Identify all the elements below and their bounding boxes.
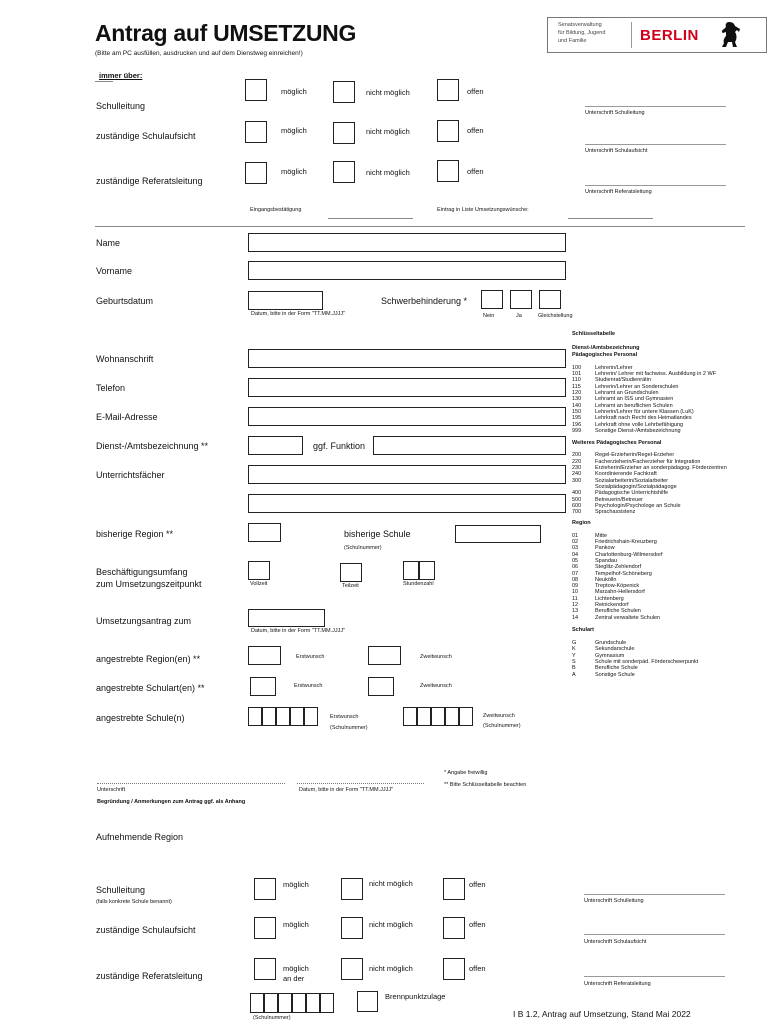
schule-field[interactable] bbox=[455, 525, 541, 543]
key-description: Berufliche Schulen bbox=[595, 608, 641, 615]
region-field[interactable] bbox=[248, 523, 281, 542]
checkbox-nicht-moeglich[interactable] bbox=[341, 917, 363, 939]
key-table-section: Weiteres Pädagogisches Personal bbox=[572, 440, 662, 447]
via-row-label: zuständige Referatsleitung bbox=[96, 176, 203, 186]
key-code: 120 bbox=[572, 390, 582, 397]
schulnummer-hint: (Schulnummer) bbox=[330, 725, 368, 731]
key-code: 101 bbox=[572, 371, 582, 378]
key-code: 200 bbox=[572, 452, 582, 459]
option-label: möglich bbox=[281, 126, 307, 135]
key-code: 140 bbox=[572, 402, 582, 409]
key-description: Facherzieherin/Facherzieher für Integration bbox=[595, 458, 701, 465]
email-field[interactable] bbox=[248, 407, 566, 426]
key-description: Grundschule bbox=[595, 640, 627, 647]
field-label: Beschäftigungsumfang zum Umsetzungszeitpunkt bbox=[96, 567, 202, 589]
via-underline bbox=[95, 81, 113, 82]
checkbox-moeglich[interactable] bbox=[245, 162, 267, 184]
aufnehmend-label: Aufnehmende Region bbox=[96, 832, 184, 842]
key-description: Lehrerin/Lehrer bbox=[595, 364, 633, 371]
key-code: 09 bbox=[572, 583, 579, 590]
schulnummer-digit[interactable] bbox=[320, 993, 334, 1013]
key-code: 150 bbox=[572, 408, 582, 415]
key-code: 14 bbox=[572, 614, 579, 621]
date-hint: Datum, bitte in der Form "TT.MM.JJJJ" bbox=[251, 628, 346, 634]
key-description: Lehrerin/Lehrer an Sonderschulen bbox=[595, 383, 679, 390]
key-code: 600 bbox=[572, 502, 582, 509]
key-description: Marzahn-Hellersdorf bbox=[595, 589, 645, 596]
checkbox-gleichstellung[interactable] bbox=[539, 290, 561, 309]
key-description: Lichtenberg bbox=[595, 595, 624, 602]
key-code: 195 bbox=[572, 415, 582, 422]
checkbox-moeglich[interactable] bbox=[254, 958, 276, 980]
faecher-field-1[interactable] bbox=[248, 465, 566, 484]
key-description: Lehrkraft nach Recht des Heimatlandes bbox=[595, 415, 692, 422]
checkbox-ja[interactable] bbox=[510, 290, 532, 309]
schulnummer-digit[interactable] bbox=[292, 993, 306, 1013]
option-label: möglich an der bbox=[283, 964, 309, 983]
option-label: offen bbox=[469, 920, 486, 929]
field-label: Geburtsdatum bbox=[96, 296, 154, 306]
eingang-line[interactable] bbox=[328, 218, 413, 219]
option-label: offen bbox=[467, 87, 484, 96]
field-label: Umsetzungsantrag zum bbox=[96, 616, 192, 626]
funktion-field[interactable] bbox=[373, 436, 566, 455]
checkbox-teilzeit[interactable] bbox=[340, 563, 362, 582]
field-label: Schwerbehinderung * bbox=[381, 296, 468, 306]
eintrag-line[interactable] bbox=[568, 218, 653, 219]
option-label: nicht möglich bbox=[369, 964, 413, 973]
key-description: Regel-Erzieherin/Regel-Erzieher bbox=[595, 452, 675, 459]
schulnummer-hint: (Schulnummer) bbox=[253, 1015, 291, 1021]
date-line[interactable] bbox=[297, 783, 424, 784]
option-label: nicht möglich bbox=[366, 127, 410, 136]
key-description: Sonstige Schule bbox=[595, 671, 635, 678]
field-label: angestrebte Region(en) ** bbox=[96, 654, 201, 664]
key-table-rows bbox=[572, 452, 768, 515]
lower-row-label: zuständige Referatsleitung bbox=[96, 971, 203, 981]
logo-text: Senatsverwaltung für Bildung, Jugend und Familie bbox=[558, 22, 606, 44]
option-label: möglich bbox=[281, 167, 307, 176]
schule-erst-digit[interactable] bbox=[290, 707, 304, 726]
key-code: 02 bbox=[572, 539, 579, 546]
checkbox-nicht-moeglich[interactable] bbox=[341, 958, 363, 980]
lower-row-sub: (falls konkrete Schule benannt) bbox=[96, 899, 172, 905]
key-description: Berufliche Schule bbox=[595, 665, 638, 672]
option-label: Brennpunktzulage bbox=[385, 992, 446, 1001]
lower-row-label: Schulleitung bbox=[96, 885, 146, 895]
checkbox-nein[interactable] bbox=[481, 290, 503, 309]
schule-zweit-digit[interactable] bbox=[417, 707, 431, 726]
checkbox-offen[interactable] bbox=[443, 958, 465, 980]
checkbox-vollzeit[interactable] bbox=[248, 561, 270, 580]
schule-erst-digit[interactable] bbox=[248, 707, 262, 726]
key-description: Sekundarschule bbox=[595, 646, 635, 653]
key-description: Sonstige Dienst-/Amtsbezeichnung bbox=[595, 427, 681, 434]
key-description: Sprachassistenz bbox=[595, 509, 636, 516]
signature-line[interactable] bbox=[97, 783, 285, 784]
key-code: 196 bbox=[572, 421, 582, 428]
key-description: Lehramt an Grundschulen bbox=[595, 390, 659, 397]
checkbox-offen[interactable] bbox=[437, 160, 459, 182]
geburtsdatum-field[interactable] bbox=[248, 291, 323, 310]
region-erstwunsch-field[interactable] bbox=[248, 646, 281, 665]
option-label: nicht möglich bbox=[369, 879, 413, 888]
field-label: Telefon bbox=[96, 383, 126, 393]
key-table-row bbox=[572, 428, 768, 434]
field-label: Name bbox=[96, 238, 121, 248]
schule-erst-digit[interactable] bbox=[276, 707, 290, 726]
key-code: 06 bbox=[572, 564, 579, 571]
key-description: Lehrerin/Lehrer für untere Klassen (LuK) bbox=[595, 408, 694, 415]
key-description: Sozialpädagogin/Sozialpädagoge bbox=[595, 483, 677, 490]
key-description: Gymnasium bbox=[595, 652, 625, 659]
footnote: * Angabe freiwillig bbox=[444, 770, 488, 776]
via-row-label: zuständige Schulaufsicht bbox=[96, 131, 196, 141]
checkbox-offen[interactable] bbox=[443, 917, 465, 939]
logo-city: BERLIN bbox=[640, 27, 699, 44]
schulart-zweitwunsch-field[interactable] bbox=[368, 677, 394, 696]
schulnummer-digit[interactable] bbox=[306, 993, 320, 1013]
schule-zweit-digit[interactable] bbox=[431, 707, 445, 726]
schule-zweit-digit[interactable] bbox=[403, 707, 417, 726]
signature-line[interactable] bbox=[584, 934, 725, 935]
option-label: Erstwunsch bbox=[330, 714, 359, 720]
key-code: 07 bbox=[572, 570, 579, 577]
key-table-section: Pädagogisches Personal bbox=[572, 351, 638, 358]
key-code: 700 bbox=[572, 509, 582, 516]
key-description: Friedrichshain-Kreuzberg bbox=[595, 539, 657, 546]
field-label: E-Mail-Adresse bbox=[96, 412, 158, 422]
option-label: möglich bbox=[283, 880, 309, 889]
logo-divider bbox=[631, 22, 632, 48]
schulart-erstwunsch-field[interactable] bbox=[250, 677, 276, 696]
schulnummer-digit[interactable] bbox=[278, 993, 292, 1013]
key-description: Lehramt an beruflichen Schulen bbox=[595, 402, 673, 409]
checkbox-offen[interactable] bbox=[443, 878, 465, 900]
schule-zweit-digit[interactable] bbox=[459, 707, 473, 726]
checkbox-offen[interactable] bbox=[437, 120, 459, 142]
key-table-section: Schulart bbox=[572, 626, 595, 633]
field-label: Vorname bbox=[96, 266, 133, 276]
option-label: möglich bbox=[281, 87, 307, 96]
key-table-rows bbox=[572, 533, 768, 621]
checkbox-nicht-moeglich[interactable] bbox=[333, 161, 355, 183]
bear-icon bbox=[720, 20, 742, 50]
field-label: angestrebte Schulart(en) ** bbox=[96, 683, 205, 693]
key-code: 03 bbox=[572, 545, 579, 552]
checkbox-offen[interactable] bbox=[437, 79, 459, 101]
signature-line[interactable] bbox=[584, 976, 725, 977]
key-code: 230 bbox=[572, 465, 582, 472]
via-label: immer über: bbox=[99, 71, 143, 80]
key-description: Charlottenburg-Wilmersdorf bbox=[595, 551, 663, 558]
option-label: offen bbox=[467, 126, 484, 135]
key-description: Lehramt an ISS und Gymnasien bbox=[595, 396, 674, 403]
key-description: Tempelhof-Schöneberg bbox=[595, 570, 652, 577]
option-label: Nein bbox=[483, 313, 495, 319]
name-field[interactable] bbox=[248, 233, 566, 252]
key-description: Sozialarbeiterin/Sozialarbeiter bbox=[595, 477, 669, 484]
schule-zweit-digit[interactable] bbox=[445, 707, 459, 726]
key-code: K bbox=[572, 646, 576, 653]
key-table-section: Region bbox=[572, 520, 591, 527]
schule-erst-digit[interactable] bbox=[304, 707, 318, 726]
checkbox-moeglich[interactable] bbox=[254, 878, 276, 900]
option-label: Teilzeit bbox=[342, 583, 359, 589]
option-label: Zweitwunsch bbox=[420, 654, 452, 660]
key-description: Betreuerin/Betreuer bbox=[595, 496, 643, 503]
signature-caption: Unterschrift Referatsleitung bbox=[584, 981, 651, 987]
key-code: 10 bbox=[572, 589, 579, 596]
key-table bbox=[572, 331, 768, 678]
signature-caption: Unterschrift Referatsleitung bbox=[585, 189, 652, 195]
wohnanschrift-field[interactable] bbox=[248, 349, 566, 368]
key-code: 13 bbox=[572, 608, 579, 615]
schulnummer-digit[interactable] bbox=[250, 993, 264, 1013]
key-description: Reinickendorf bbox=[595, 601, 629, 608]
via-row-label: Schulleitung bbox=[96, 101, 146, 111]
key-description: Zentral verwaltete Schulen bbox=[595, 614, 661, 621]
eingang-label: Eingangsbestätigung bbox=[250, 207, 302, 213]
option-label: möglich bbox=[283, 920, 309, 929]
key-description: Neukölln bbox=[595, 576, 617, 583]
key-code: 220 bbox=[572, 458, 582, 465]
antrag-date-field[interactable] bbox=[248, 609, 325, 627]
signature-caption: Unterschrift Schulaufsicht bbox=[585, 148, 648, 154]
key-code: 500 bbox=[572, 496, 582, 503]
option-label: offen bbox=[467, 167, 484, 176]
checkbox-nicht-moeglich[interactable] bbox=[341, 878, 363, 900]
option-label: Zweitwunsch bbox=[483, 713, 515, 719]
key-code: 999 bbox=[572, 427, 582, 434]
key-table-rows bbox=[572, 365, 768, 434]
key-code: A bbox=[572, 671, 576, 678]
signature-caption: Unterschrift Schulaufsicht bbox=[584, 939, 647, 945]
key-description: Steglitz-Zehlendorf bbox=[595, 564, 642, 571]
option-label: Ja bbox=[516, 313, 522, 319]
key-code: 11 bbox=[572, 595, 578, 602]
lower-row-label: zuständige Schulaufsicht bbox=[96, 925, 196, 935]
footnote: ** Bitte Schlüsseltabelle beachten bbox=[444, 782, 527, 788]
key-code: B bbox=[572, 665, 576, 672]
signature-line[interactable] bbox=[585, 185, 726, 186]
checkbox-moeglich[interactable] bbox=[245, 79, 267, 101]
field-label: ggf. Funktion bbox=[313, 441, 366, 451]
field-label: bisherige Schule bbox=[344, 529, 411, 539]
stundenzahl-digit-1[interactable] bbox=[403, 561, 419, 580]
eintrag-label: Eintrag in Liste Umsetzungswünsche: bbox=[437, 207, 529, 213]
key-code: 400 bbox=[572, 490, 582, 497]
option-label: nicht möglich bbox=[366, 168, 410, 177]
key-description: Lehrerin/ Lehrer mit fachwiss. Ausbildung in 2 WF bbox=[595, 371, 717, 378]
signature-caption: Unterschrift Schulleitung bbox=[585, 110, 645, 116]
signature-line[interactable] bbox=[585, 106, 726, 107]
field-label: Wohnanschrift bbox=[96, 354, 154, 364]
key-code: 04 bbox=[572, 551, 579, 558]
option-label: offen bbox=[469, 880, 486, 889]
key-code: 115 bbox=[572, 383, 581, 390]
field-label: angestrebte Schule(n) bbox=[96, 713, 185, 723]
option-label: Gleichstellung bbox=[538, 313, 573, 319]
begruendung-label: Begründung / Anmerkungen zum Antrag ggf. als Anhang bbox=[97, 799, 246, 805]
page-title: Antrag auf UMSETZUNG bbox=[95, 20, 357, 46]
signature-caption: Unterschrift Schulleitung bbox=[584, 898, 644, 904]
key-code: 240 bbox=[572, 471, 582, 478]
key-code: 300 bbox=[572, 477, 582, 484]
key-table-rows bbox=[572, 640, 768, 678]
schulnummer-hint: (Schulnummer) bbox=[483, 723, 521, 729]
schule-erst-digit[interactable] bbox=[262, 707, 276, 726]
checkbox-moeglich[interactable] bbox=[245, 121, 267, 143]
option-label: Stundenzahl bbox=[403, 581, 434, 587]
footer-text: I B 1.2, Antrag auf Umsetzung, Stand Mai 2022 bbox=[513, 1009, 691, 1019]
option-label: nicht möglich bbox=[369, 920, 413, 929]
key-description: Mitte bbox=[595, 532, 607, 539]
key-code: S bbox=[572, 659, 576, 666]
key-code: 110 bbox=[572, 377, 581, 384]
berlin-logo bbox=[547, 17, 767, 53]
checkbox-nicht-moeglich[interactable] bbox=[333, 122, 355, 144]
option-label: nicht möglich bbox=[366, 88, 410, 97]
vorname-field[interactable] bbox=[248, 261, 566, 280]
field-label: Unterrichtsfächer bbox=[96, 470, 165, 480]
key-description: Treptow-Köpenick bbox=[595, 583, 640, 590]
key-description: Spandau bbox=[595, 557, 618, 564]
checkbox-moeglich[interactable] bbox=[254, 917, 276, 939]
key-description: Studienrat/Studienrätin bbox=[595, 377, 651, 384]
option-label: Erstwunsch bbox=[296, 654, 325, 660]
key-code: 01 bbox=[572, 532, 579, 539]
key-code: 05 bbox=[572, 557, 579, 564]
key-description: Pankow bbox=[595, 545, 615, 552]
key-description: Psychologin/Psychologe an Schule bbox=[595, 502, 681, 509]
key-description: Pädagogische Unterrichtshilfe bbox=[595, 490, 669, 497]
date-hint: Datum, bitte in der Form "TT.MM.JJJJ" bbox=[251, 311, 346, 317]
field-label: bisherige Region ** bbox=[96, 529, 174, 539]
option-label: offen bbox=[469, 964, 486, 973]
checkbox-brennpunktzulage[interactable] bbox=[357, 991, 378, 1012]
signature-line[interactable] bbox=[584, 894, 725, 895]
signature-line[interactable] bbox=[585, 144, 726, 145]
key-description: Schule mit sonderpäd. Förderschwerpunkt bbox=[595, 659, 699, 666]
region-zweitwunsch-field[interactable] bbox=[368, 646, 401, 665]
schulnummer-digit[interactable] bbox=[264, 993, 278, 1013]
checkbox-nicht-moeglich[interactable] bbox=[333, 81, 355, 103]
key-code: 12 bbox=[572, 601, 579, 608]
key-description: Lehrkraft ohne volle Lehrbefähigung bbox=[595, 421, 684, 428]
option-label: Erstwunsch bbox=[294, 683, 323, 689]
faecher-field-2[interactable] bbox=[248, 494, 566, 513]
key-table-row bbox=[572, 672, 768, 678]
key-table-section: Dienst-/Amtsbezeichnung bbox=[572, 345, 640, 352]
page-subtitle: (Bitte am PC ausfüllen, ausdrucken und auf dem Dienstweg einreichen!) bbox=[95, 50, 303, 57]
option-label: Vollzeit bbox=[250, 581, 268, 587]
key-code: 130 bbox=[572, 396, 582, 403]
key-code: Y bbox=[572, 652, 576, 659]
option-label: Zweitwunsch bbox=[420, 683, 452, 689]
key-description: Erzieherin/Erzieher an sonderpädagog. Förderzentren bbox=[595, 465, 727, 472]
divider bbox=[95, 226, 745, 227]
date-hint: Datum, bitte in der Form "TT.MM.JJJJ" bbox=[299, 787, 394, 793]
stundenzahl-digit-2[interactable] bbox=[419, 561, 435, 580]
field-label: Dienst-/Amtsbezeichnung ** bbox=[96, 441, 209, 451]
telefon-field[interactable] bbox=[248, 378, 566, 397]
key-code: G bbox=[572, 640, 577, 647]
signature-caption: Unterschrift bbox=[97, 787, 126, 793]
key-table-row bbox=[572, 615, 768, 621]
key-table-title: Schlüsseltabelle bbox=[572, 331, 616, 337]
key-code: 08 bbox=[572, 576, 579, 583]
key-table-row bbox=[572, 509, 768, 515]
key-code: 100 bbox=[572, 364, 582, 371]
key-description: Koordinierende Fachkraft bbox=[595, 471, 657, 478]
schulnummer-hint: (Schulnummer) bbox=[344, 545, 382, 551]
dienst-field[interactable] bbox=[248, 436, 303, 455]
